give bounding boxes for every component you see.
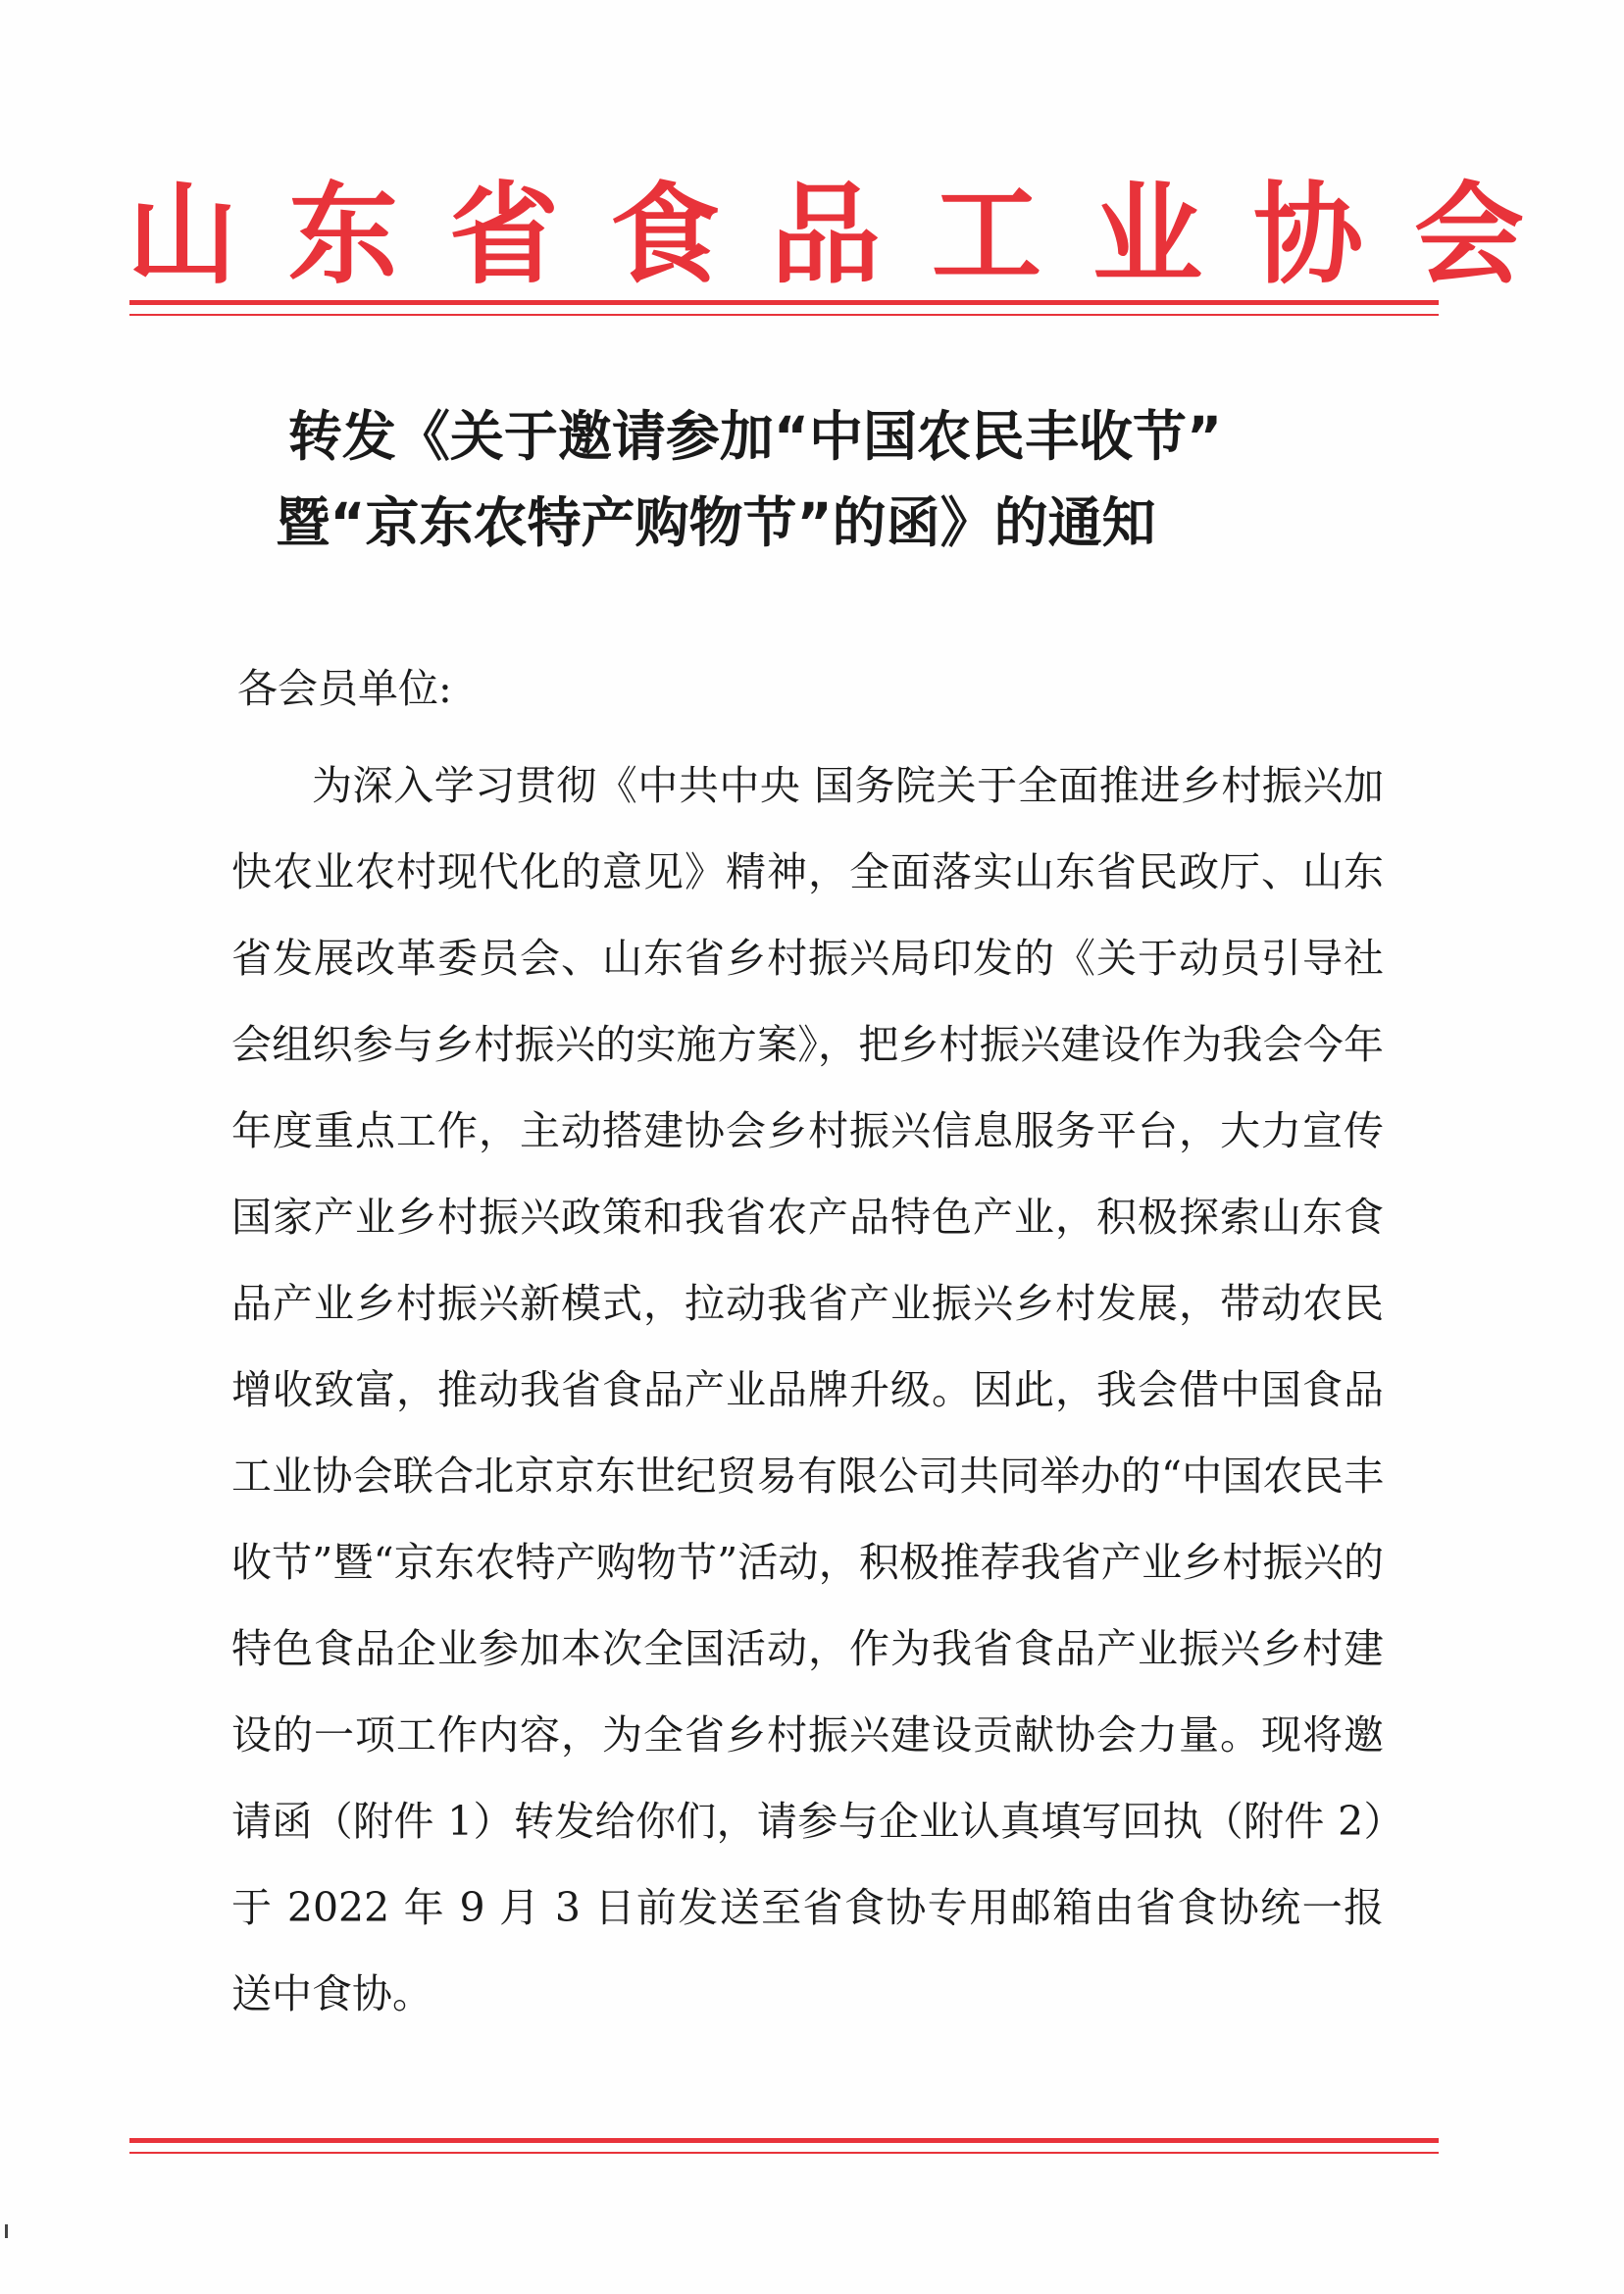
salutation: 各会员单位:: [237, 665, 452, 712]
document-title-line-2: 暨“京东农特产购物节”的函》的通知: [276, 491, 1156, 554]
document-title-line-1: 转发《关于邀请参加“中国农民丰收节”: [287, 405, 1223, 468]
footer-thin-rule: [129, 2152, 1439, 2154]
letterhead-thin-rule: [129, 314, 1439, 316]
organization-letterhead: 山东省食品工业协会: [127, 171, 1575, 299]
scan-mark: [5, 2224, 8, 2238]
letterhead-thick-rule: [129, 300, 1439, 305]
footer-thick-rule: [129, 2138, 1439, 2143]
body-paragraph: 为深入学习贯彻《中共中央 国务院关于全面推进乡村振兴加快农业农村现代化的意见》精神，全面落实山东省民政厅、山东省发展改革委员会、山东省乡村振兴局印发的《关于动员引导社会组织参与乡村振兴的实施方案》，把乡村振兴建设作为我会今年年度重点工作，主动搭建协会乡村振兴信息服务平台，大力宣传国家产业乡村振兴政策和我省农产品特色产业，积极探索山东食品产业乡村振兴新模式，拉动我省产业振兴乡村发展，带动农民增收致富，推动我省食品产业品牌升级。因此，我会借中国食品工业协会联合北京京东世纪贸易有限公司共同举办的“中国农民丰收节”暨“京东农特产购物节”活动，积极推荐我省产业乡村振兴的特色食品企业参加本次全国活动，作为我省食品产业振兴乡村建设的一项工作内容，为全省乡村振兴建设贡献协会力量。现将邀请函（附件 1）转发给你们，请参与企业认真填写回执（附件 2）于 2022 年 9 月 3 日前发送至省食协专用邮箱由省食协统一报送中食协。: [231, 762, 1384, 2017]
